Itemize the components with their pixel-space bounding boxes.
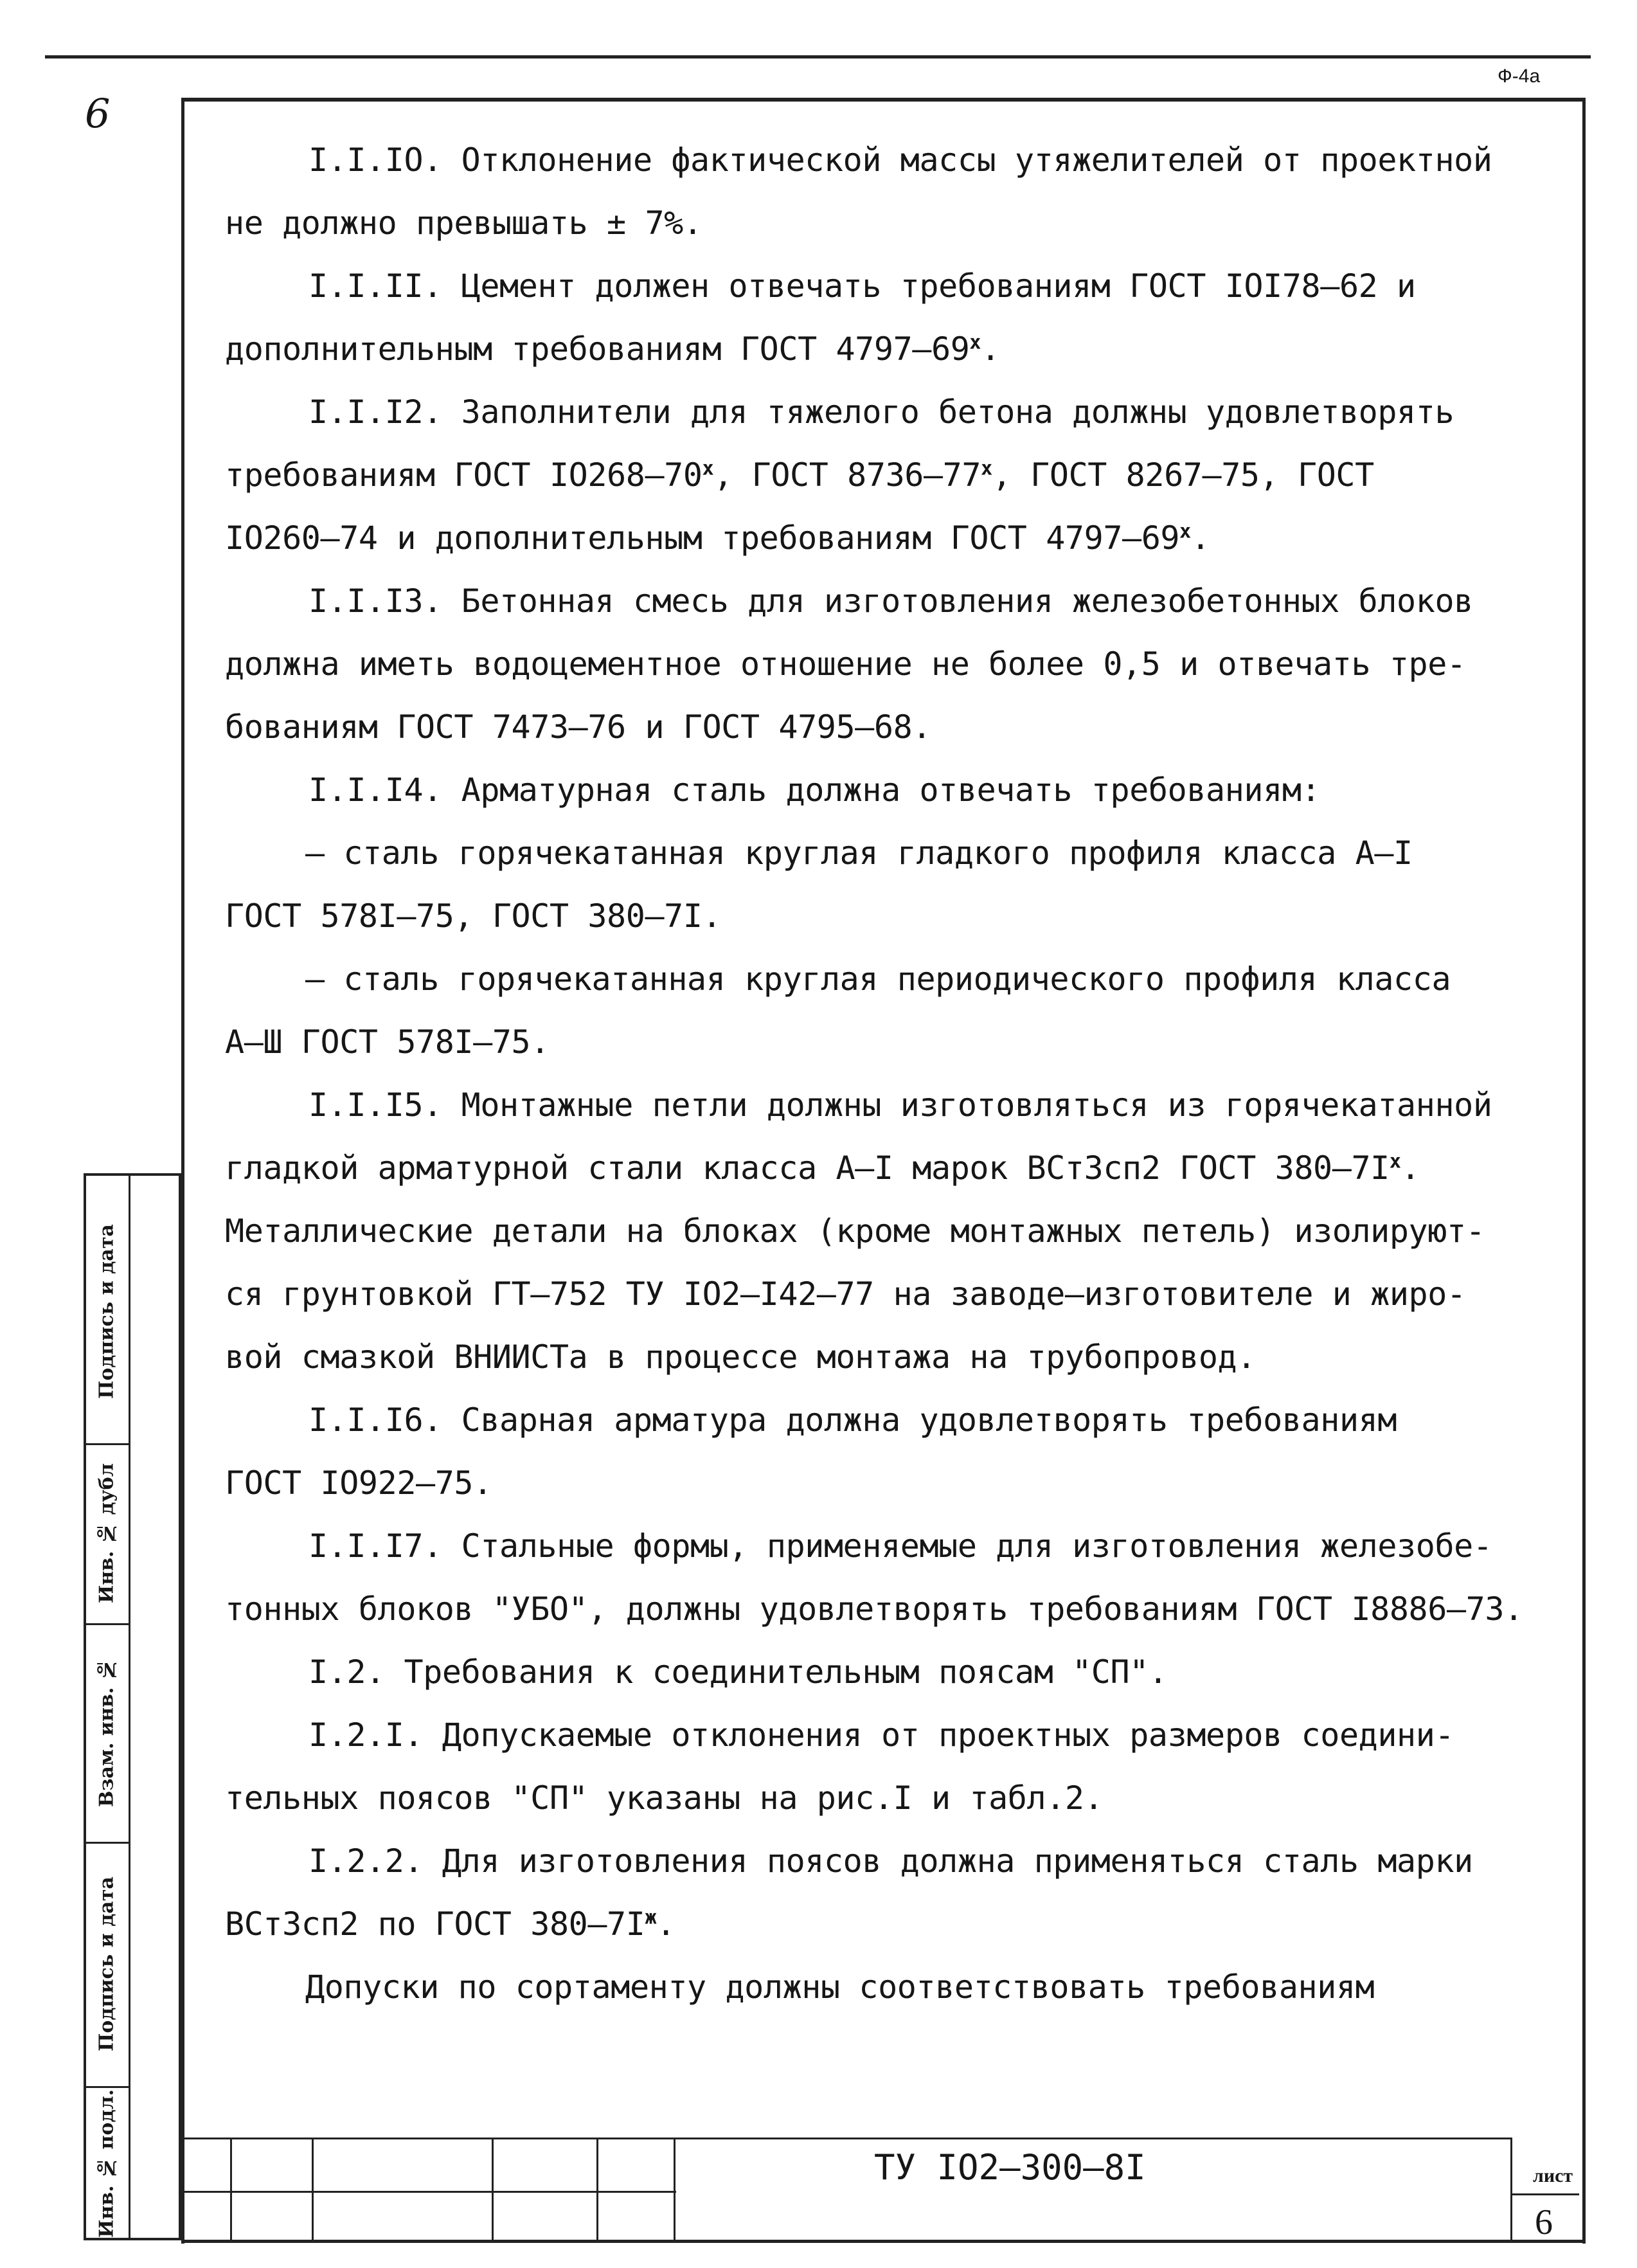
handwritten-page-number: 6 (85, 90, 111, 137)
sheet-number: 6 (1535, 2202, 1553, 2242)
superscript: х (981, 457, 992, 480)
margin-label-original-inventory: Инв. № подл. (95, 2089, 118, 2238)
margin-divider (84, 1443, 130, 1445)
text-span: I.I.I5. Монтажные петли должны изготовляться из горячекатанной (309, 1086, 1492, 1124)
margin-label-replaced-inventory: Взам. инв. № (95, 1658, 118, 1807)
text-line (225, 570, 1562, 633)
text-line (225, 1893, 1562, 1956)
form-code: Ф-4а (1498, 66, 1541, 87)
text-line (225, 759, 1562, 822)
text-line (225, 948, 1562, 1011)
title-block-line (492, 2138, 494, 2240)
text-span: , ГОСТ 8267–75, ГОСТ (992, 456, 1374, 494)
margin-label-signature-date: Подпись и дата (95, 1877, 118, 2051)
text-span: I.2. Требования к соединительным поясам "СП". (309, 1653, 1168, 1691)
text-span: гладкой арматурной стали класса А–I марок ВСт3сп2 ГОСТ 380–7I (225, 1149, 1390, 1187)
text-span: I.I.I3. Бетонная смесь для изготовления железобетонных блоков (309, 582, 1473, 620)
text-span: – сталь горячекатанная круглая периодического профиля класса (305, 960, 1451, 998)
text-span: I.I.I4. Арматурная сталь должна отвечать требованиям: (309, 771, 1321, 809)
text-span: I.I.I2. Заполнители для тяжелого бетона должны удовлетворять (309, 393, 1454, 431)
superscript: х (1179, 520, 1191, 543)
superscript: х (702, 457, 714, 480)
text-line (225, 1956, 1562, 2019)
text-span: тельных поясов "СП" указаны на рис.I и табл.2. (225, 1779, 1104, 1817)
title-block-line (181, 2138, 1510, 2139)
text-line (225, 1704, 1562, 1767)
text-line (225, 1200, 1562, 1263)
text-span: бованиям ГОСТ 7473–76 и ГОСТ 4795–68. (225, 708, 931, 746)
text-line (225, 507, 1562, 570)
text-span: I.I.II. Цемент должен отвечать требованиям ГОСТ IOI78–62 и (309, 267, 1416, 305)
text-span: тонных блоков "УБО", должны удовлетворять требованиям ГОСТ I8886–73. (225, 1590, 1523, 1628)
text-span: – сталь горячекатанная круглая гладкого профиля класса А–I (305, 834, 1413, 872)
title-block-line (596, 2138, 598, 2240)
superscript: х (969, 331, 981, 354)
text-span: Металлические детали на блоках (кроме монтажных петель) изолируют- (225, 1212, 1485, 1250)
text-line (225, 633, 1562, 696)
text-line (225, 1074, 1562, 1137)
text-line (225, 885, 1562, 948)
text-line (225, 192, 1562, 255)
margin-label-signature-date: Подпись и дата (95, 1224, 118, 1399)
text-line (225, 1137, 1562, 1200)
text-span: ся грунтовкой ГТ–752 ТУ IO2–I42–77 на заводе–изготовителе и жиро- (225, 1275, 1466, 1313)
text-span: . (1400, 1149, 1420, 1187)
text-span: . (981, 330, 1000, 368)
title-block-line (1510, 2193, 1579, 2195)
text-line (225, 129, 1562, 192)
text-line (225, 381, 1562, 444)
text-line (225, 1578, 1562, 1641)
title-block-line (674, 2138, 675, 2240)
text-span: ГОСТ IO922–75. (225, 1464, 492, 1502)
text-line (225, 444, 1562, 507)
text-span: требованиям ГОСТ IO268–70 (225, 456, 702, 494)
text-span: А–Ш ГОСТ 578I–75. (225, 1023, 550, 1061)
text-line (225, 255, 1562, 318)
top-rule (45, 55, 1591, 59)
text-span: I.I.I7. Стальные формы, применяемые для изготовления железобе- (309, 1527, 1492, 1565)
text-span: I.I.I6. Сварная арматура должна удовлетворять требованиям (309, 1401, 1397, 1439)
text-line (225, 1326, 1562, 1389)
text-span: ГОСТ 578I–75, ГОСТ 380–7I. (225, 897, 722, 935)
text-line (225, 1515, 1562, 1578)
margin-divider (129, 1173, 130, 2240)
margin-divider (84, 1842, 130, 1844)
text-span: , ГОСТ 8736–77 (713, 456, 981, 494)
text-span: . (1190, 519, 1210, 557)
text-span: вой смазкой ВНИИСТа в процессе монтажа на трубопровод. (225, 1338, 1256, 1376)
text-span: IO260–74 и дополнительным требованиям ГОСТ 4797–69 (225, 519, 1180, 557)
text-line (225, 1767, 1562, 1830)
text-span: должна иметь водоцементное отношение не более 0,5 и отвечать тре- (225, 645, 1466, 683)
document-code: ТУ IO2–300–8I (874, 2147, 1146, 2188)
title-block-line (312, 2138, 314, 2240)
text-span: не должно превышать ± 7%. (225, 204, 702, 242)
document-body (225, 129, 1562, 2019)
margin-divider (84, 2086, 130, 2088)
title-block-line (230, 2138, 232, 2240)
text-line (225, 822, 1562, 885)
title-block-line (1510, 2138, 1512, 2240)
superscript: ж (645, 1906, 657, 1929)
superscript: х (1389, 1150, 1401, 1173)
text-span: I.2.I. Допускаемые отклонения от проектных размеров соедини- (309, 1716, 1454, 1754)
margin-divider (84, 1623, 130, 1625)
page-frame-bottom (181, 2240, 1584, 2243)
text-line (225, 1011, 1562, 1074)
text-span: дополнительным требованиям ГОСТ 4797–69 (225, 330, 970, 368)
title-block-line (181, 2191, 676, 2193)
text-line (225, 1830, 1562, 1893)
text-span: . (656, 1905, 675, 1943)
text-span: I.I.IO. Отклонение фактической массы утяжелителей от проектной (309, 141, 1492, 179)
text-line (225, 696, 1562, 759)
sheet-label: лист (1533, 2165, 1573, 2186)
text-span: I.2.2. Для изготовления поясов должна применяться сталь марки (309, 1842, 1473, 1880)
text-span: Допуски по сортаменту должны соответствовать требованиям (305, 1968, 1375, 2006)
text-line (225, 1641, 1562, 1704)
text-line (225, 318, 1562, 381)
text-span: ВСт3сп2 по ГОСТ 380–7I (225, 1905, 645, 1943)
text-line (225, 1389, 1562, 1452)
text-line (225, 1452, 1562, 1515)
margin-label-dup-inventory: Инв. № дубл (95, 1463, 118, 1603)
text-line (225, 1263, 1562, 1326)
